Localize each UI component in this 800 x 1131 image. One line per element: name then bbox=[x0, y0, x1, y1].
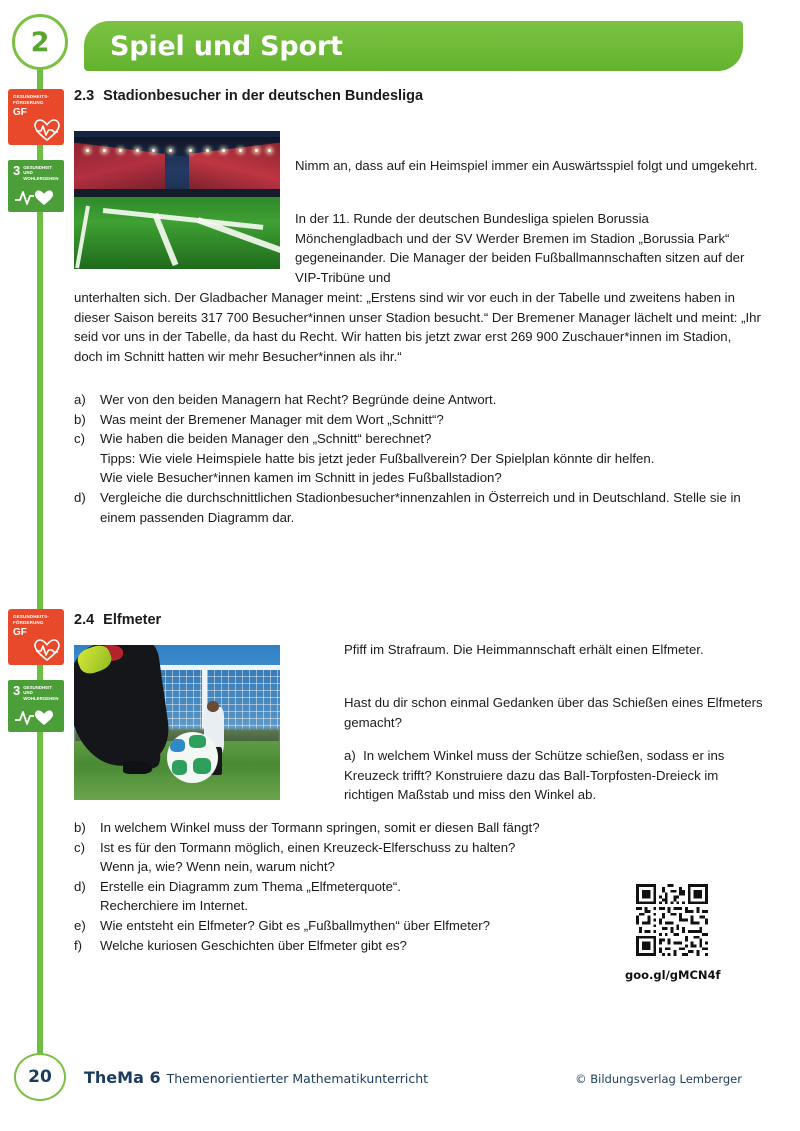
section-2-3-task-list bbox=[74, 390, 762, 527]
task-item bbox=[74, 838, 634, 858]
gf-abbreviation: GF bbox=[13, 627, 27, 639]
gesundheitsfoerderung-icon bbox=[8, 89, 64, 145]
task-marker: e) bbox=[74, 917, 86, 933]
chapter-banner bbox=[84, 21, 743, 71]
heart-pulse-icon bbox=[34, 119, 60, 141]
gf-line-2: FÖRDERUNG bbox=[13, 99, 44, 105]
task-subtext: Wie viele Besucher*innen kamen im Schnitt in jedes Fußballstadion? bbox=[100, 470, 502, 486]
task-marker: a) bbox=[344, 748, 356, 763]
section-2-4-title: Elfmeter bbox=[103, 612, 162, 628]
task-marker: b) bbox=[74, 820, 86, 835]
pulse-heart-icon bbox=[14, 185, 58, 207]
task-item bbox=[74, 877, 634, 897]
goalkeeper-photo bbox=[74, 645, 280, 800]
sdg-line-2: WOHLERGEHEN bbox=[23, 695, 59, 701]
section-2-3-heading bbox=[74, 88, 423, 104]
gesundheitsfoerderung-icon bbox=[8, 609, 64, 665]
task-marker: c) bbox=[74, 839, 85, 855]
task-text: Ist es für den Tormann möglich, einen Kreuzeck-Elferschuss zu halten? bbox=[100, 839, 516, 855]
sdg-number: 3 bbox=[13, 163, 21, 178]
task-item bbox=[74, 936, 634, 956]
task-marker: d) bbox=[74, 878, 86, 894]
qr-code-icon[interactable] bbox=[625, 884, 719, 956]
heart-pulse-icon bbox=[34, 639, 60, 661]
section-2-4-heading bbox=[74, 612, 161, 628]
task-subtext: Wenn ja, wie? Wenn nein, warum nicht? bbox=[100, 859, 335, 875]
section-2-3-paragraph-2: In der 11. Runde der deutschen Bundesliga spielen Borussia Mönchengladbach und der SV Werder Bremen im Stadion „Borussia Park“ gegeneinander. Die Manager der beiden Fußballmannschaften sitzen auf der VIP-Tribüne und bbox=[295, 211, 745, 285]
footer-brand-name: TheMa 6 bbox=[84, 1068, 161, 1087]
competence-icons-section-2-4 bbox=[8, 609, 64, 732]
task-text: In welchem Winkel muss der Tormann springen, somit er diesen Ball fängt? bbox=[100, 820, 540, 835]
footer-copyright: © Bildungsverlag Lemberger bbox=[575, 1072, 742, 1086]
task-text: In welchem Winkel muss der Schütze schießen, sodass er ins Kreuzeck trifft? Konstruiere dazu das Ball-Torpfosten-Dreieck im richtigen Maßstab und miss den Winkel ab. bbox=[344, 748, 725, 803]
gf-line-1: GESUNDHEITS- bbox=[13, 94, 49, 99]
gf-abbreviation: GF bbox=[13, 107, 27, 119]
sdg-3-icon bbox=[8, 680, 64, 732]
section-2-4-paragraph-1: Pfiff im Strafraum. Die Heimmannschaft erhält einen Elfmeter. bbox=[344, 642, 704, 657]
task-text: Erstelle ein Diagramm zum Thema „Elfmeterquote“. bbox=[100, 878, 401, 894]
task-marker: d) bbox=[74, 489, 86, 505]
footer-brand-subtitle: Themenorientierter Mathematikunterricht bbox=[166, 1071, 429, 1086]
stadium-photo bbox=[74, 131, 280, 269]
task-subtext: Tipps: Wie viele Heimspiele hatte bis jetzt jeder Fußballverein? Der Spielplan könnte dir helfen. bbox=[100, 450, 655, 466]
pulse-heart-icon bbox=[14, 705, 58, 727]
sdg-3-icon bbox=[8, 160, 64, 212]
section-2-4-paragraph-2: Hast du dir schon einmal Gedanken über das Schießen eines Elfmeters gemacht? bbox=[344, 695, 763, 730]
task-text: Vergleiche die durchschnittlichen Stadionbesucher*innenzahlen in Österreich und in Deutschland. Stelle sie in einem passenden Diagramm dar. bbox=[100, 489, 741, 525]
task-item bbox=[74, 488, 762, 527]
task-marker: c) bbox=[74, 431, 85, 447]
task-item bbox=[74, 410, 762, 430]
section-2-4-number: 2.4 bbox=[74, 612, 95, 628]
task-text: Welche kuriosen Geschichten über Elfmeter gibt es? bbox=[100, 937, 407, 953]
task-text: Wie entsteht ein Elfmeter? Gibt es „Fußballmythen“ über Elfmeter? bbox=[100, 917, 490, 933]
chapter-number-badge bbox=[12, 14, 68, 70]
task-item bbox=[74, 916, 634, 936]
gf-line-1: GESUNDHEITS- bbox=[13, 614, 49, 619]
section-2-4-task-list bbox=[74, 818, 634, 955]
qr-code-block[interactable] bbox=[625, 884, 719, 982]
sdg-line-2: WOHLERGEHEN bbox=[23, 175, 59, 181]
page-number: 20 bbox=[28, 1067, 52, 1087]
section-2-3-title: Stadionbesucher in der deutschen Bundesliga bbox=[103, 88, 424, 104]
sdg-number: 3 bbox=[13, 683, 21, 698]
footer-brand bbox=[84, 1068, 428, 1087]
chapter-number: 2 bbox=[30, 26, 50, 58]
qr-caption: goo.gl/gMCN4f bbox=[625, 968, 721, 982]
task-item bbox=[74, 429, 762, 449]
task-text: Was meint der Bremener Manager mit dem Wort „Schnitt“? bbox=[100, 411, 444, 427]
task-marker: a) bbox=[74, 392, 86, 407]
section-2-3-number: 2.3 bbox=[74, 88, 95, 104]
section-2-3-paragraph-3: unterhalten sich. Der Gladbacher Manager meint: „Erstens sind wir vor euch in der Tabelle und zweitens haben in dieser Saison bereits 317 700 Besucher*innen unser Stadion besucht.“ Der Bremener Manager lächelt und meint: „Ihr seid vor uns in der Tabelle, da hast du Recht. Wir hatten bis jetzt zwar erst 269 900 Zuschauer*innen im Stadion, doch im Schnitt hatten wir mehr Besucher*innen als ihr.“ bbox=[74, 290, 761, 364]
task-marker: f) bbox=[74, 937, 83, 953]
task-text: Wie haben die beiden Manager den „Schnitt“ berechnet? bbox=[100, 431, 432, 447]
section-2-4-task-a bbox=[344, 746, 764, 805]
task-text: Wer von den beiden Managern hat Recht? Begründe deine Antwort. bbox=[100, 392, 497, 407]
chapter-title: Spiel und Sport bbox=[110, 30, 343, 62]
gf-line-2: FÖRDERUNG bbox=[13, 619, 44, 625]
task-marker: b) bbox=[74, 411, 86, 427]
task-item bbox=[74, 818, 634, 838]
task-item bbox=[74, 390, 762, 410]
competence-icons-section-2-3 bbox=[8, 89, 64, 212]
task-subtext: Recherchiere im Internet. bbox=[100, 898, 249, 914]
section-2-3-paragraph-1: Nimm an, dass auf ein Heimspiel immer ein Auswärtsspiel folgt und umgekehrt. bbox=[295, 158, 758, 173]
sdg-line-1: GESUNDHEIT UND bbox=[23, 685, 53, 696]
page-number-badge bbox=[14, 1053, 66, 1101]
sdg-line-1: GESUNDHEIT UND bbox=[23, 165, 53, 176]
